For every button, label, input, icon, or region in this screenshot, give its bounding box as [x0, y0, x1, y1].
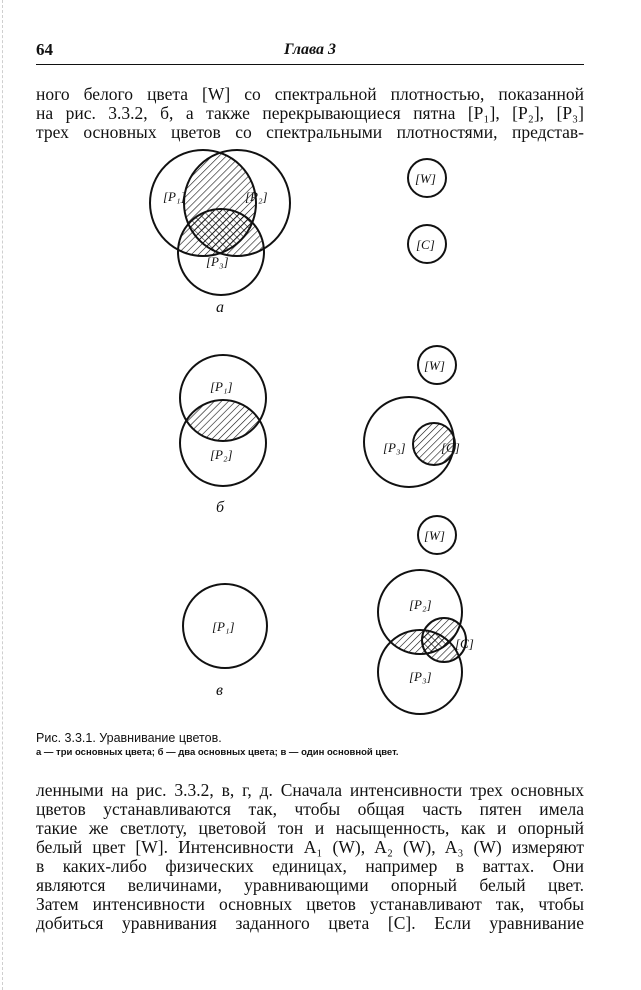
label-p3: [P₃] [409, 669, 432, 684]
running-title: Глава 3 [283, 41, 337, 58]
label-w: [W] [424, 528, 445, 543]
text-line: цветов устанавливаются так, чтобы общая часть пятен имела [36, 799, 584, 819]
text-line: в каких-либо физических единицах, например в ваттах. Они [36, 856, 584, 876]
caption-title: Рис. 3.3.1. Уравнивание цветов. [36, 731, 222, 745]
panel-v-one-primary [183, 516, 480, 720]
panel-b-two-primaries [180, 346, 460, 516]
panel-a-three-primaries [150, 150, 446, 316]
label-p2: [P₂] [409, 597, 432, 612]
label-c: [C] [455, 636, 474, 651]
text-line: трех основных цветов со спектральными плотностями, представ- [36, 122, 584, 142]
label-p1: [P₁] [210, 379, 233, 394]
text-line: ленными на рис. 3.3.2, в, г, д. Сначала интенсивности трех основных [36, 780, 584, 800]
label-p1: [P₁] [212, 619, 235, 634]
page-number: 64 [36, 40, 53, 59]
label-c: [C] [441, 440, 460, 455]
label-p3: [P₃] [383, 440, 406, 455]
paragraph-bottom [36, 781, 584, 933]
text-line: ного белого цвета [W] со спектральной плотностью, показанной [36, 84, 584, 104]
figure-caption [36, 730, 596, 760]
text-line: являются величинами, уравнивающими опорный белый цвет. [36, 875, 584, 895]
text-line: Затем интенсивности основных цветов устанавливают так, чтобы [36, 894, 584, 914]
label-w: [W] [415, 171, 436, 186]
caption-legend: а — три основных цвета; б — два основных цвета; в — один основной цвет. [36, 747, 399, 758]
label-w: [W] [424, 358, 445, 373]
panel-label-a: а [216, 299, 224, 316]
label-c: [C] [416, 237, 435, 252]
text-line: такие же светлоту, цветовой тон и насыщенность, как и опорный [36, 818, 584, 838]
label-p2: [P₂] [245, 189, 268, 204]
label-p3: [P₃] [206, 254, 229, 269]
text-line: добиться уравнивания заданного цвета [C]. Если уравнивание [36, 913, 584, 933]
label-p1: [P₁] [163, 189, 186, 204]
panel-label-v: в [216, 682, 223, 699]
panel-label-b: б [216, 499, 225, 516]
text-line: на рис. 3.3.2, б, а также перекрывающиеся пятна [P₁], [P₂], [P₃] [36, 103, 584, 123]
label-p2: [P₂] [210, 447, 233, 462]
text-line: белый цвет [W]. Интенсивности A₁ (W), A₂ (W), A₃ (W) измеряют [36, 837, 584, 857]
